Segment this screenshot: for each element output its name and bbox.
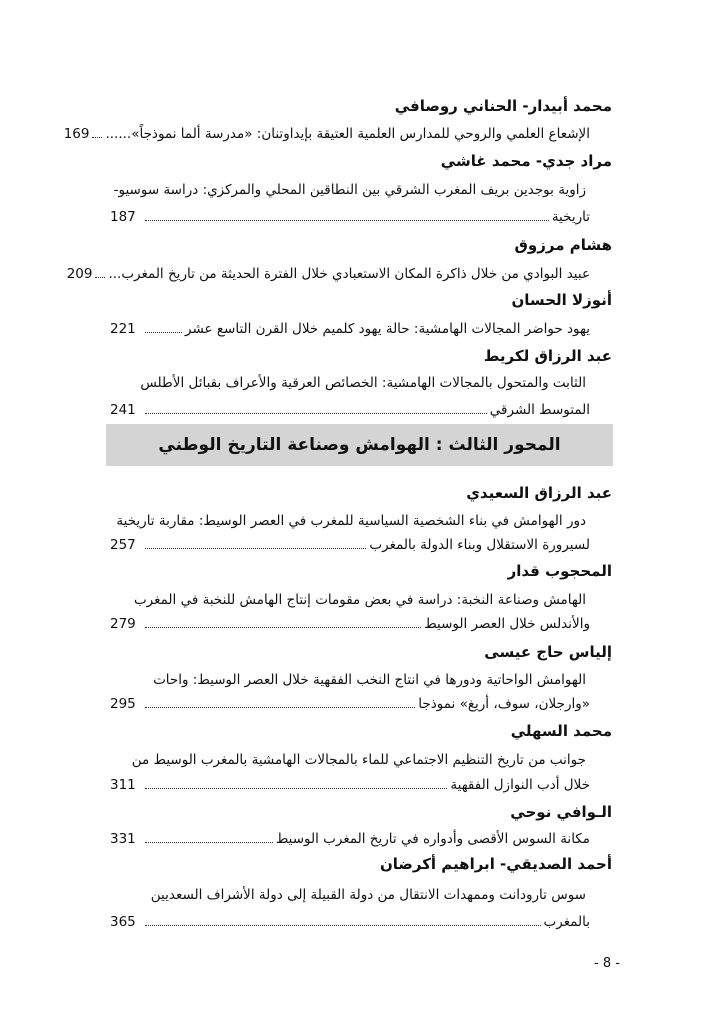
entry-author: هشام مرزوق bbox=[514, 236, 612, 254]
leader-dots bbox=[145, 788, 447, 789]
entry-title: زاوية بوجدين بريف المغرب الشرقي بين النطاقين المحلي والمركزي: دراسة سوسيو- bbox=[113, 182, 586, 198]
entry-page: 295 bbox=[110, 696, 136, 712]
entry-title: «وارجلان، سوف، أريغ» نموذجا bbox=[418, 696, 590, 712]
entry-author: عبد الرزاق السعيدي bbox=[466, 484, 612, 502]
entry-title-line bbox=[128, 883, 586, 903]
entry-title-line bbox=[110, 398, 590, 418]
entry-author: أنوزلا الحسان bbox=[511, 291, 612, 309]
entry-title: مكانة السوس الأقصى وأدواره في تاريخ المغرب الوسيط bbox=[275, 831, 590, 847]
entry-title: سوس تارودانت وممهدات الانتقال من دولة القبيلة إلى دولة الأشراف السعديين bbox=[150, 887, 586, 903]
entry-title-line bbox=[110, 317, 590, 337]
entry-title: خلال أدب النوازل الفقهية bbox=[450, 777, 590, 793]
leader-dots bbox=[145, 627, 421, 628]
entry-author: مراد جدي- محمد غاشي bbox=[440, 152, 612, 170]
leader-dots bbox=[145, 332, 182, 333]
entry-title: عبيد البوادي من خلال ذاكرة المكان الاستعبادي خلال الفترة الحديثة من تاريخ المغرب... bbox=[108, 266, 590, 282]
entry-author: الـوافي نوحي bbox=[510, 803, 612, 821]
leader-dots bbox=[145, 220, 549, 221]
entry-title-line bbox=[128, 748, 586, 768]
entry-page: 169 bbox=[63, 126, 90, 142]
entry-title-line bbox=[128, 371, 586, 391]
entry-title-line bbox=[113, 178, 586, 198]
entry-title: المتوسط الشرقي bbox=[489, 402, 590, 418]
leader-dots bbox=[145, 707, 415, 708]
entry-title: جوانب من تاريخ التنظيم الاجتماعي للماء بالمجالات الهامشية بالمغرب الوسيط من bbox=[131, 752, 586, 768]
entry-title: بالمغرب bbox=[543, 914, 590, 930]
entry-page: 187 bbox=[110, 209, 136, 225]
entry-title: الثابت والمتحول بالمجالات الهامشية: الخصائص العرقية والأعراف بقبائل الأطلس bbox=[140, 375, 586, 391]
leader-dots bbox=[145, 413, 487, 414]
entry-page: 279 bbox=[110, 616, 136, 632]
entry-title: الهوامش الواحاتية ودورها في انتاج النخب الفقهية خلال العصر الوسيط: واحات bbox=[153, 672, 586, 688]
entry-page: 331 bbox=[110, 831, 136, 847]
entry-author: المحجوب قدار bbox=[507, 562, 612, 580]
entry-title-line bbox=[110, 827, 590, 847]
entry-title-line bbox=[116, 509, 586, 529]
entry-page: 241 bbox=[110, 402, 136, 418]
entry-title: الهامش وصناعة النخبة: دراسة في بعض مقومات إنتاج الهامش للنخبة في المغرب bbox=[133, 592, 586, 608]
entry-page: 365 bbox=[110, 914, 136, 930]
leader-dots bbox=[95, 277, 105, 278]
entry-page: 311 bbox=[110, 777, 136, 793]
entry-author: محمد السهلي bbox=[510, 722, 612, 740]
entry-title-line bbox=[66, 262, 590, 282]
entry-title-line bbox=[110, 205, 590, 225]
entry-title: يهود حواضر المجالات الهامشية: حالة يهود كلميم خلال القرن التاسع عشر bbox=[185, 321, 590, 337]
entry-title-line bbox=[128, 588, 586, 608]
entry-page: 221 bbox=[110, 321, 136, 337]
entry-title-line bbox=[110, 612, 590, 632]
entry-title-line bbox=[128, 668, 586, 688]
entry-author: عبد الرزاق لكريط bbox=[483, 347, 612, 365]
entry-title: لسيرورة الاستقلال وبناء الدولة بالمغرب bbox=[369, 537, 590, 553]
entry-title-line bbox=[110, 773, 590, 793]
entry-title-line bbox=[110, 692, 590, 712]
entry-title: والأندلس خلال العصر الوسيط bbox=[424, 616, 590, 632]
entry-page: 257 bbox=[110, 537, 136, 553]
page-number: - 8 - bbox=[594, 956, 620, 971]
section-heading: المحور الثالث : الهوامش وصناعة التاريخ الوطني bbox=[106, 424, 613, 466]
entry-title-line bbox=[63, 122, 590, 142]
entry-title-line bbox=[110, 910, 590, 930]
entry-author: إلياس حاج عيسى bbox=[484, 643, 612, 661]
leader-dots bbox=[145, 842, 273, 843]
leader-dots bbox=[145, 925, 541, 926]
entry-title: تاريخية bbox=[551, 209, 590, 225]
entry-title-line bbox=[110, 533, 590, 553]
entry-title: الإشعاع العلمي والروحي للمدارس العلمية العتيقة بإيداوتنان: «مدرسة ألما نموذجاً»...... bbox=[105, 126, 590, 142]
leader-dots bbox=[92, 137, 102, 138]
entry-author: أحمد الصديقي- ابراهيم أكرضان bbox=[379, 855, 612, 873]
entry-page: 209 bbox=[66, 266, 93, 282]
entry-title: دور الهوامش في بناء الشخصية السياسية للمغرب في العصر الوسيط: مقاربة تاريخية bbox=[116, 513, 586, 529]
entry-author: محمد أبيدار- الحناني روصافي bbox=[394, 97, 612, 115]
leader-dots bbox=[145, 548, 366, 549]
